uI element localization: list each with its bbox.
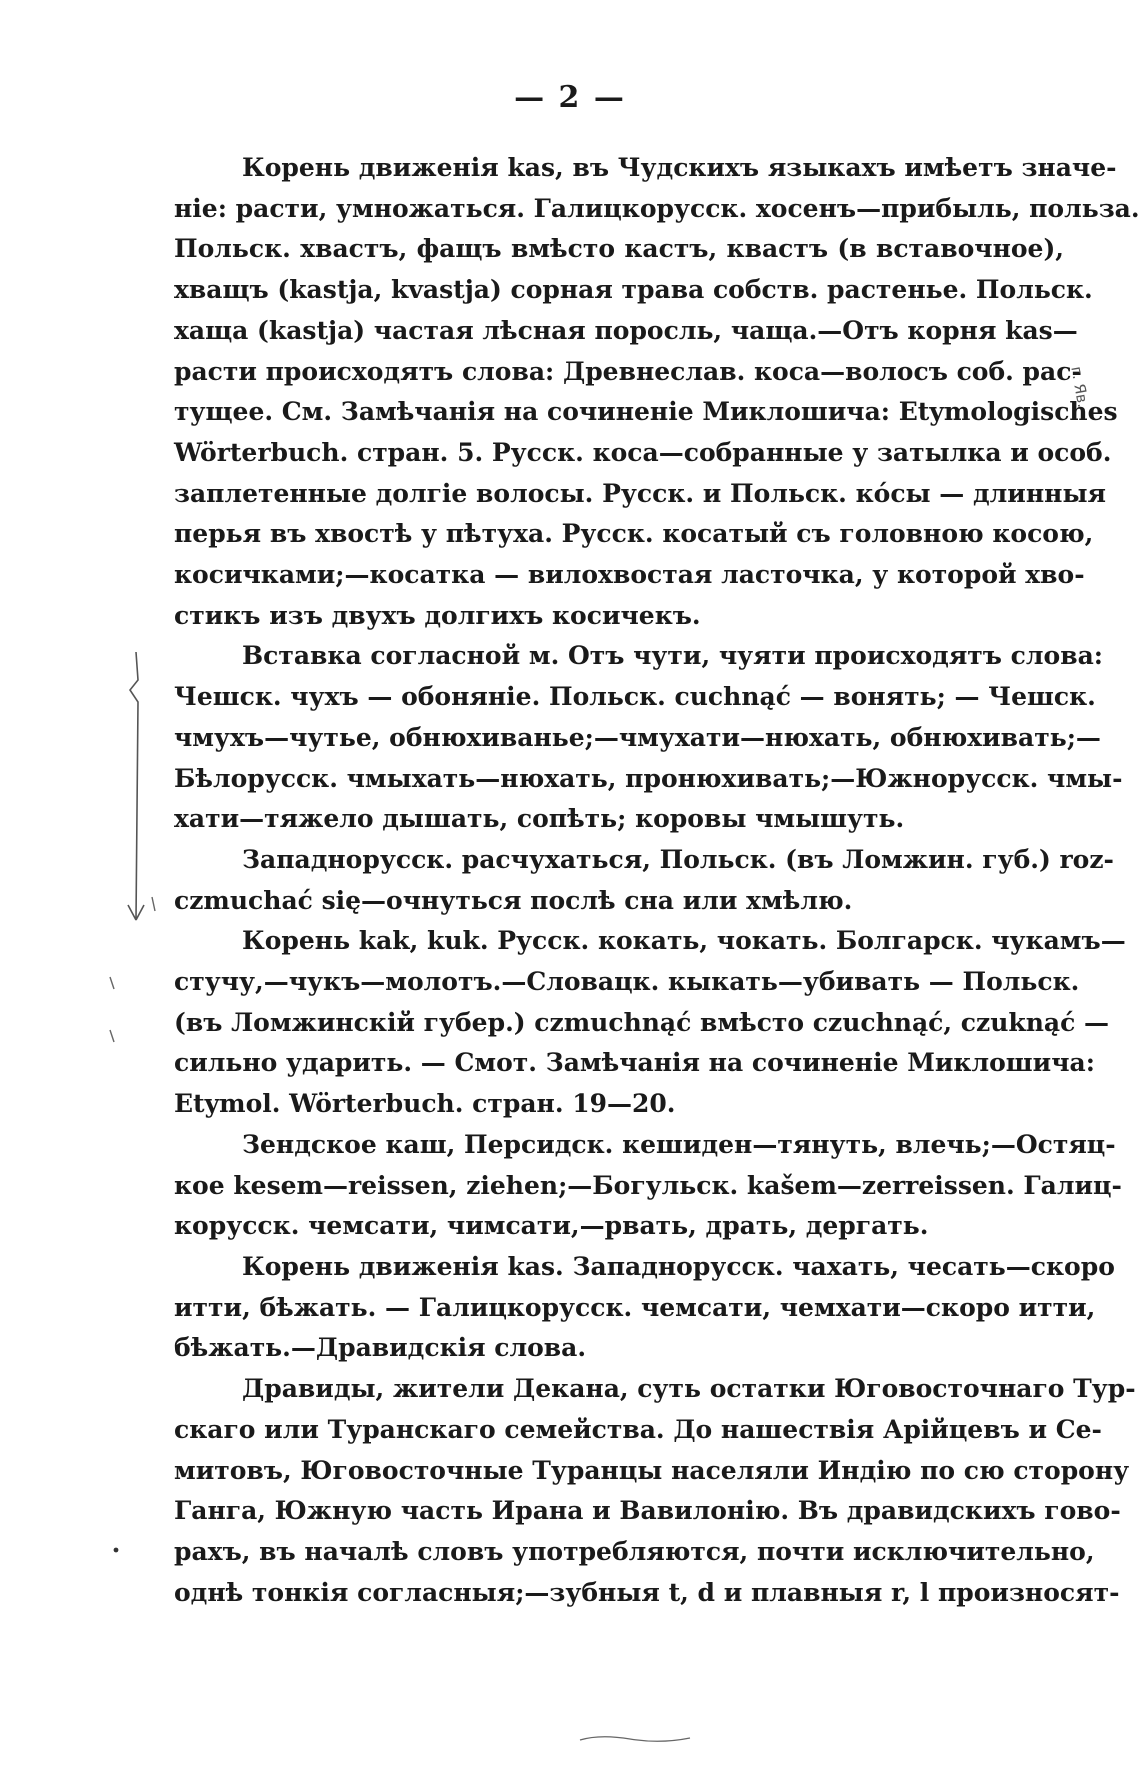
text-line: тущее. См. Замѣчанія на сочиненіе Миклошича: Etymologisches: [174, 397, 1118, 427]
text-line: Чешск. чухъ — обоняніе. Польск. cuchnąć — вонять; — Чешск.: [174, 682, 1096, 712]
paragraph: [174, 921, 1126, 1125]
margin-tick-1: [150, 895, 160, 915]
text-line: кое kesem—reissen, ziehen;—Богульск. kašem—zerreissen. Галиц-: [174, 1170, 1122, 1200]
text-line: Корень движенія kas. Западнорусск. чахать, чесать—скоро: [242, 1251, 1115, 1281]
text-line: стикъ изъ двухъ долгихъ косичекъ.: [174, 600, 701, 630]
text-line: бѣжать.—Дравидскія слова.: [174, 1333, 587, 1363]
paragraph: [174, 636, 1123, 840]
text-line: Польск. хвастъ, фащъ вмѣсто кастъ, квастъ (в вставочное),: [174, 234, 1064, 264]
text-line: Корень движенія kas, въ Чудскихъ языкахъ имѣетъ значе-: [242, 153, 1117, 182]
page-number: — 2 —: [514, 80, 626, 115]
text-line: скаго или Туранскаго семейства. До нашествія Арійцевъ и Се-: [174, 1414, 1102, 1444]
text-line: стучу,—чукъ—молотъ.—Словацк. кыкать—убивать — Польск.: [174, 967, 1080, 997]
paragraph: [174, 840, 1114, 921]
text-line: czmuchać się—очнуться послѣ сна или хмѣлю.: [174, 885, 853, 915]
text-line: Западнорусск. расчухаться, Польск. (въ Ломжин. губ.) roz-: [242, 844, 1114, 874]
paragraph: [174, 1125, 1122, 1247]
text-line: перья въ хвостѣ у пѣтуха. Русск. косатый съ головною косою,: [174, 519, 1094, 549]
text-line: итти, бѣжать. — Галицкорусск. чемсати, чемхати—скоро итти,: [174, 1292, 1096, 1322]
text-line: чмухъ—чутье, обнюхиванье;—чмухати—нюхать, обнюхивать;—: [174, 722, 1101, 752]
text-line: Корень kak, kuk. Русск. кокать, чокать. Болгарск. чукамъ—: [242, 926, 1126, 956]
paragraph: [174, 1247, 1115, 1369]
text-line: корусск. чемсати, чимсати,—рвать, драть, дергать.: [174, 1211, 929, 1241]
margin-pencil-note: г. Яв.: [1067, 365, 1093, 409]
text-line: рахъ, въ началѣ словъ употребляются, почти исключительно,: [174, 1536, 1095, 1566]
text-line: однѣ тонкія согласныя;—зубныя t, d и плавныя r, l произносят-: [174, 1577, 1120, 1607]
text-line: Etymol. Wörterbuch. стран. 19—20.: [174, 1089, 676, 1119]
margin-tick-3: [108, 1028, 118, 1048]
text-line: хаща (kastja) частая лѣсная поросль, чаща.—Отъ корня kas—: [174, 315, 1078, 345]
margin-dot: [111, 1545, 121, 1555]
text-line: сильно ударить. — Смот. Замѣчанія на сочиненіе Миклошича:: [174, 1048, 1095, 1078]
footer-pencil-marks: [560, 1730, 860, 1750]
text-line: Ганга, Южную часть Ирана и Вавилонію. Въ дравидскихъ гово-: [174, 1496, 1121, 1526]
text-line: хващъ (kastja, kvastja) сорная трава собств. растенье. Польск.: [174, 275, 1093, 305]
text-line: Дравиды, жители Декана, суть остатки Юговосточнаго Тур-: [242, 1374, 1136, 1404]
text-line: (въ Ломжинскій губер.) czmuchnąć вмѣсто czuchnąć, czuknąć —: [174, 1007, 1110, 1037]
text-line: хати—тяжело дышать, сопѣть; коровы чмышуть.: [174, 804, 905, 834]
text-line: заплетенные долгіе волосы. Русск. и Польск. кóсы — длинныя: [174, 478, 1106, 508]
text-line: расти происходятъ слова: Древнеслав. коса—волосъ соб. рас-: [174, 356, 1082, 386]
text-line: митовъ, Юговосточные Туранцы населяли Индію по сю сторону: [174, 1455, 1130, 1485]
margin-bracket-annotation: [126, 650, 146, 940]
paragraph: [174, 1369, 1136, 1613]
text-line: Бѣлорусск. чмыхать—нюхать, пронюхивать;—Южнорусск. чмы-: [174, 763, 1123, 793]
text-line: Wörterbuch. стран. 5. Русск. коса—собранные у затылка и особ.: [174, 437, 1112, 467]
text-line: ніе: расти, умножаться. Галицкорусск. хосенъ—прибыль, польза.: [174, 193, 1140, 223]
text-line: Вставка согласной м. Отъ чути, чуяти происходятъ слова:: [242, 641, 1103, 671]
text-line: Зендское каш, Персидск. кешиден—тянуть, влечь;—Остяц-: [242, 1129, 1116, 1159]
text-line: косичками;—косатка — вилохвостая ласточка, у которой хво-: [174, 560, 1085, 590]
margin-tick-2: [108, 975, 118, 995]
